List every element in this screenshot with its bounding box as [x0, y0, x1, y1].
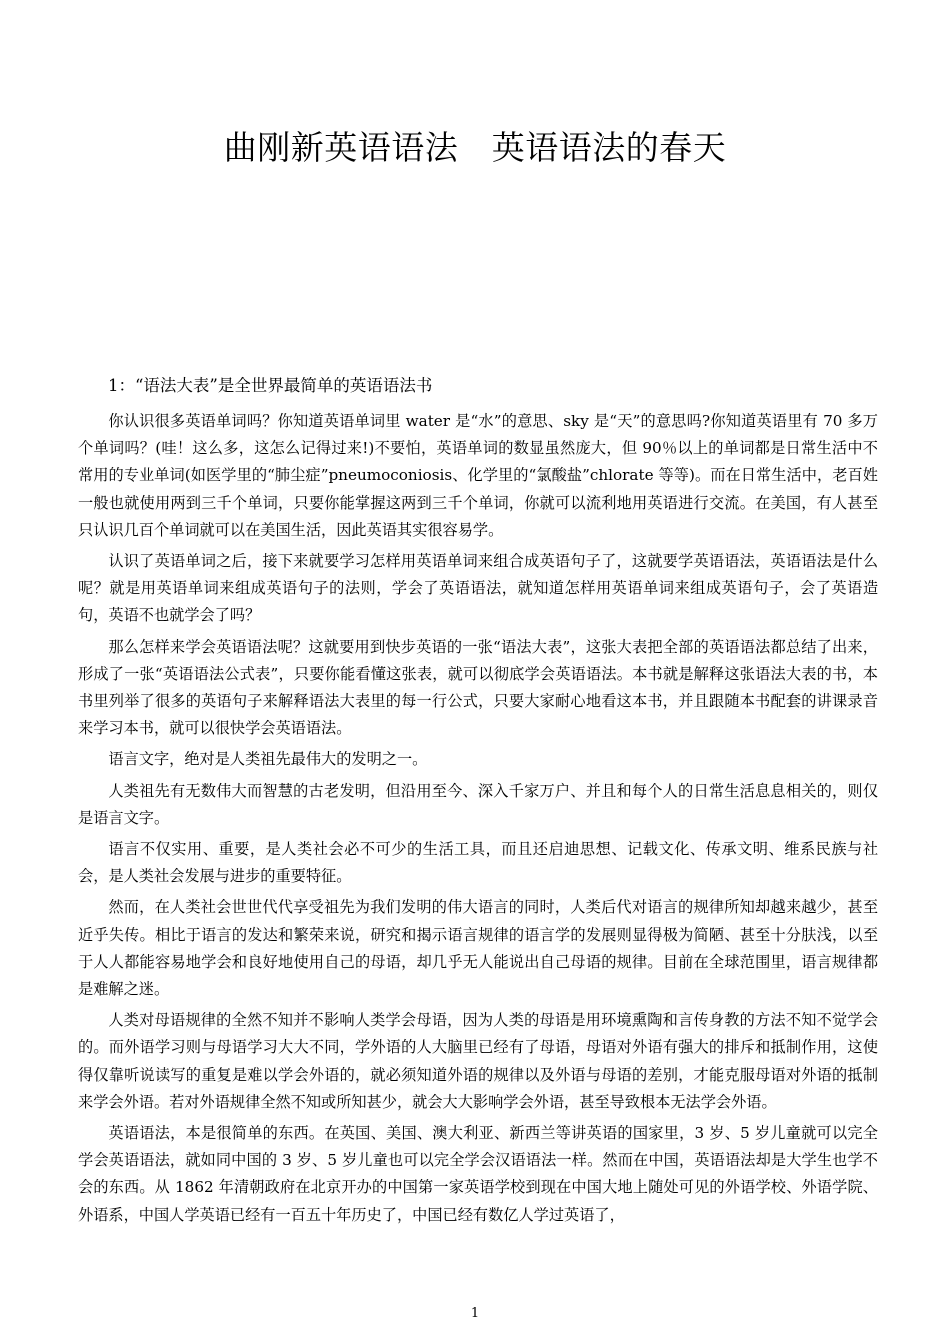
paragraph: 英语语法，本是很简单的东西。在英国、美国、澳大利亚、新西兰等讲英语的国家里，3 岁、5 岁儿童就可以完全学会英语语法，就如同中国的 3 岁、5 岁儿童也可以完全学会汉语语法一样。然而在中国，英语语法却是大学生也学不会的东西。从 1862 年清朝政府在北京开办的中国第一家英语学校到现在中国大地上随处可见的外语学校、外语学院、外语系，中国人学英语已经有一百五十年历史了，中国已经有数亿人学过英语了，: [78, 1124, 878, 1224]
section-heading: 1：“语法大表”是全世界最简单的英语语法书: [108, 376, 433, 395]
body-text: [78, 408, 878, 1233]
paragraph: 语言不仅实用、重要，是人类社会必不可少的生活工具，而且还启迪思想、记载文化、传承文明、维系民族与社会，是人类社会发展与进步的重要特征。: [78, 840, 878, 886]
paragraph: 那么怎样来学会英语语法呢？这就要用到快步英语的一张“语法大表”，这张大表把全部的英语语法都总结了出来，形成了一张“英语语法公式表”，只要你能看懂这张表，就可以彻底学会英语语法。本书就是解释这张语法大表的书，本书里列举了很多的英语句子来解释语法大表里的每一行公式，只要大家耐心地看这本书，并且跟随本书配套的讲课录音来学习本书，就可以很快学会英语语法。: [78, 637, 878, 738]
paragraph: 语言文字，绝对是人类祖先最伟大的发明之一。: [108, 750, 428, 769]
paragraph: 人类祖先有无数伟大而智慧的古老发明，但沿用至今、深入千家万户、并且和每个人的日常生活息息相关的，则仅是语言文字。: [78, 781, 878, 827]
page-title: 曲刚新英语语法 英语语法的春天: [223, 128, 727, 167]
paragraph: 你认识很多英语单词吗？你知道英语单词里 water 是“水”的意思、sky 是“天”的意思吗?你知道英语里有 70 多万个单词吗？(哇！这么多，这怎么记得过来!)不要怕，英语单词的数显虽然庞大，但 90％以上的单词都是日常生活中不常用的专业单词(如医学里的“肺尘症”pneumoconiosis、化学里的“氯酸盐”chlorate 等等)。而在日常生活中，老百姓一般也就使用两到三千个单词，只要你能掌握这两到三千个单词，你就可以流利地用英语进行交流。在美国，有人甚至只认识几百个单词就可以在美国生活，因此英语其实很容易学。: [78, 412, 878, 539]
paragraph: 认识了英语单词之后，接下来就要学习怎样用英语单词来组合成英语句子了，这就要学英语语法，英语语法是什么呢？就是用英语单词来组成英语句子的法则，学会了英语语法，就知道怎样用英语单词来组成英语句子，会了英语造句，英语不也就学会了吗？: [78, 552, 878, 625]
paragraph: 然而，在人类社会世世代代享受祖先为我们发明的伟大语言的同时，人类后代对语言的规律所知却越来越少，甚至近乎失传。相比于语言的发达和繁荣来说，研究和揭示语言规律的语言学的发展则显得极为简陋、甚至十分肤浅，以至于人人都能容易地学会和良好地使用自己的母语，却几乎无人能说出自己母语的规律。目前在全球范围里，语言规律都是难解之迷。: [78, 898, 878, 999]
paragraph: 人类对母语规律的全然不知并不影响人类学会母语，因为人类的母语是用环境熏陶和言传身教的方法不知不觉学会的。而外语学习则与母语学习大大不同，学外语的人大脑里已经有了母语，母语对外语有强大的排斥和抵制作用，这使得仅靠听说读写的重复是难以学会外语的，就必须知道外语的规律以及外语与母语的差别，才能克服母语对外语的抵制来学会外语。若对外语规律全然不知或所知甚少，就会大大影响学会外语，甚至导致根本无法学会外语。: [78, 1011, 878, 1111]
page-number: 1: [470, 1306, 480, 1321]
